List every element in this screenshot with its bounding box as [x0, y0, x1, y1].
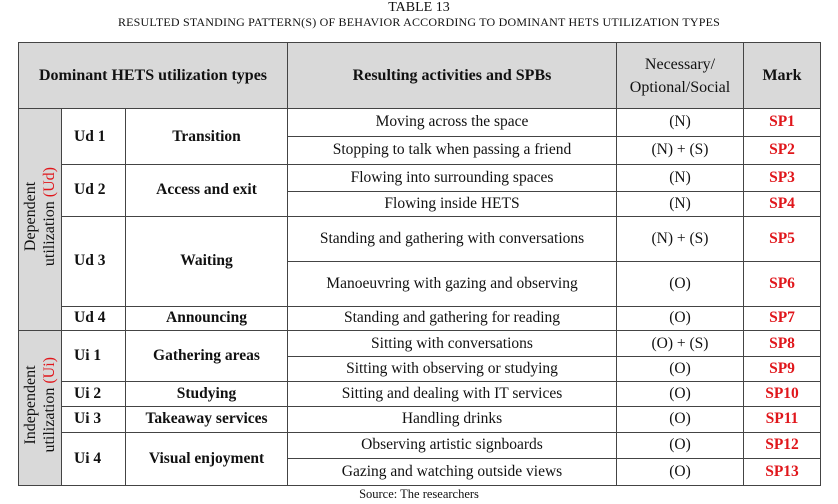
hets-table	[18, 42, 821, 486]
group-dependent-accent: (Ud)	[41, 167, 58, 198]
type-code: Ud 4	[62, 306, 126, 331]
table-row	[19, 407, 821, 433]
activity-cell: Standing and gathering with conversations	[288, 216, 617, 261]
header-mark: Mark	[744, 43, 821, 109]
mark-cell: SP13	[744, 459, 821, 486]
table-title: TABLE 13	[388, 0, 450, 15]
table-row	[19, 331, 821, 357]
activity-cell: Stopping to talk when passing a friend	[288, 136, 617, 165]
table-row	[19, 306, 821, 331]
activity-cell: Moving across the space	[288, 109, 617, 137]
type-name: Announcing	[126, 306, 288, 331]
mark-cell: SP7	[744, 306, 821, 331]
type-code: Ui 3	[62, 407, 126, 433]
activity-cell: Gazing and watching outside views	[288, 459, 617, 486]
group-dependent-line1: Dependent	[22, 181, 39, 252]
nos-cell: (O)	[617, 356, 744, 382]
nos-cell: (O)	[617, 306, 744, 331]
type-code: Ud 2	[62, 165, 126, 216]
mark-cell: SP11	[744, 407, 821, 433]
type-code: Ud 3	[62, 216, 126, 306]
activity-cell: Manoeuvring with gazing and observing	[288, 261, 617, 306]
type-name: Access and exit	[126, 165, 288, 216]
mark-cell: SP2	[744, 136, 821, 165]
nos-cell: (O)	[617, 261, 744, 306]
nos-cell: (O) + (S)	[617, 331, 744, 357]
type-code: Ud 1	[62, 109, 126, 165]
mark-cell: SP6	[744, 261, 821, 306]
table-row	[19, 165, 821, 192]
nos-cell: (N) + (S)	[617, 216, 744, 261]
mark-cell: SP12	[744, 432, 821, 459]
nos-cell: (O)	[617, 432, 744, 459]
type-name: Takeaway services	[126, 407, 288, 433]
mark-cell: SP3	[744, 165, 821, 192]
activity-cell: Standing and gathering for reading	[288, 306, 617, 331]
mark-cell: SP5	[744, 216, 821, 261]
type-code: Ui 2	[62, 382, 126, 407]
table-row	[19, 382, 821, 407]
nos-cell: (N) + (S)	[617, 136, 744, 165]
table-row	[19, 216, 821, 261]
activity-cell: Flowing into surrounding spaces	[288, 165, 617, 192]
group-independent-line2: utilization	[41, 384, 58, 453]
nos-cell: (O)	[617, 407, 744, 433]
group-dependent-line2: utilization	[41, 197, 58, 267]
header-nos: Necessary/ Optional/Social	[617, 43, 744, 109]
table-row	[19, 432, 821, 459]
group-independent-line1: Independent	[22, 365, 39, 445]
type-name: Waiting	[126, 216, 288, 306]
type-code: Ui 1	[62, 331, 126, 382]
table-row	[19, 109, 821, 137]
activity-cell: Flowing inside HETS	[288, 191, 617, 216]
type-name: Transition	[126, 109, 288, 165]
nos-cell: (N)	[617, 191, 744, 216]
nos-cell: (N)	[617, 109, 744, 137]
group-independent-accent: (Ui)	[41, 357, 58, 384]
mark-cell: SP8	[744, 331, 821, 357]
header-row	[19, 43, 821, 109]
header-types: Dominant HETS utilization types	[19, 43, 288, 109]
group-dependent	[19, 109, 62, 331]
mark-cell: SP10	[744, 382, 821, 407]
type-name: Visual enjoyment	[126, 432, 288, 485]
nos-cell: (O)	[617, 382, 744, 407]
type-name: Studying	[126, 382, 288, 407]
nos-cell: (O)	[617, 459, 744, 486]
header-activities: Resulting activities and SPBs	[288, 43, 617, 109]
nos-cell: (N)	[617, 165, 744, 192]
activity-cell: Sitting and dealing with IT services	[288, 382, 617, 407]
activity-cell: Sitting with conversations	[288, 331, 617, 357]
activity-cell: Sitting with observing or studying	[288, 356, 617, 382]
type-code: Ui 4	[62, 432, 126, 485]
group-independent	[19, 331, 62, 486]
activity-cell: Handling drinks	[288, 407, 617, 433]
mark-cell: SP9	[744, 356, 821, 382]
type-name: Gathering areas	[126, 331, 288, 382]
activity-cell: Observing artistic signboards	[288, 432, 617, 459]
table-subtitle: RESULTED STANDING PATTERN(S) OF BEHAVIOR ACCORDING TO DOMINANT HETS UTILIZATION TYPES	[117, 15, 721, 29]
table-source: Source: The researchers	[359, 487, 479, 501]
mark-cell: SP1	[744, 109, 821, 137]
mark-cell: SP4	[744, 191, 821, 216]
